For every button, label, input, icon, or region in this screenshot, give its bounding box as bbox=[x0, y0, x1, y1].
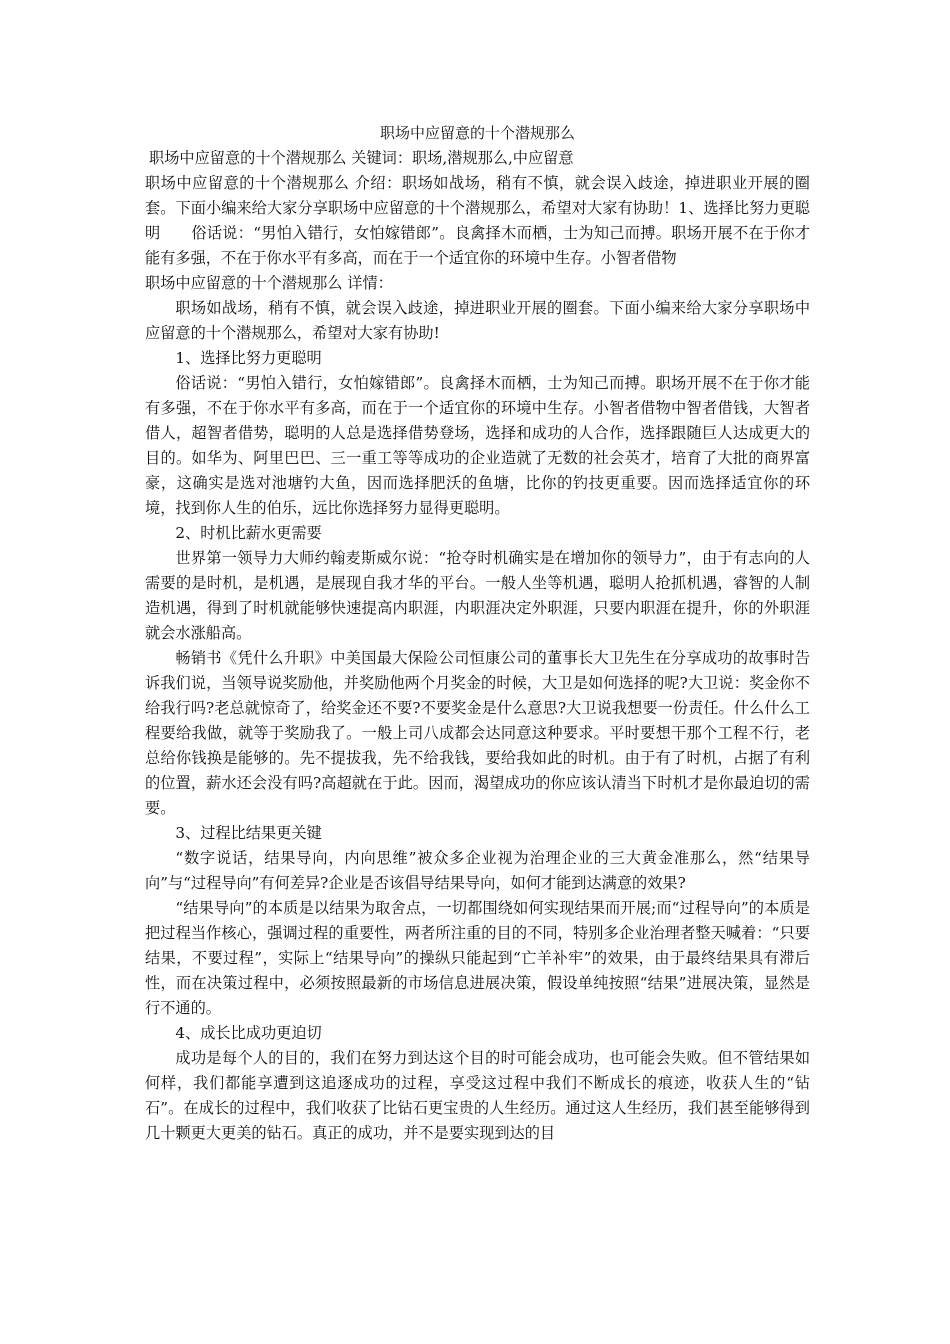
body-paragraph: 世界第一领导力大师约翰麦斯威尔说：“抢夺时机确实是在增加你的领导力”，由于有志向的人需要的是时机，是机遇，是展现自我才华的平台。一般人坐等机遇，聪明人抢抓机遇，睿智的人制造机遇，得到了时机就能够快速提高内职涯，内职涯决定外职涯，只要内职涯在提升，你的外职涯就会水涨船高。 bbox=[145, 549, 810, 642]
section-heading: 2、时机比薪水更需要 bbox=[175, 524, 322, 542]
document-page bbox=[145, 120, 810, 1146]
body-paragraph: 职场如战场，稍有不慎，就会误入歧途，掉进职业开展的圈套。下面小编来给大家分享职场中应留意的十个潜规那么，希望对大家有协助! bbox=[145, 299, 810, 342]
body-paragraph: “结果导向”的本质是以结果为取舍点，一切都围绕如何实现结果而开展;而“过程导向”的本质是把过程当作核心，强调过程的重要性，两者所注重的目的不同，特别多企业治理者整天喊着：“只要结果，不要过程”，实际上“结果导向”的操纵只能起到“亡羊补牢”的效果，由于最终结果具有滞后性，而在决策过程中，必须按照最新的市场信息进展决策，假设单纯按照“结果”进展决策，显然是行不通的。 bbox=[145, 899, 810, 1017]
body-paragraph: 成功是每个人的目的，我们在努力到达这个目的时可能会成功，也可能会失败。但不管结果如何样，我们都能享遭到这追逐成功的过程，享受这过程中我们不断成长的痕迹，收获人生的“钻石”。在成长的过程中，我们收获了比钻石更宝贵的人生经历。通过这人生经历，我们甚至能够得到几十颗更大更美的钻石。真正的成功，并不是要实现到达的目 bbox=[145, 1049, 810, 1142]
body-paragraph: “数字说话，结果导向，内向思维”被众多企业视为治理企业的三大黄金准那么，然“结果导向”与“过程导向”有何差异?企业是否该倡导结果导向，如何才能到达满意的效果? bbox=[145, 849, 810, 892]
intro-paragraph: 职场中应留意的十个潜规那么 介绍：职场如战场，稍有不慎，就会误入歧途，掉进职业开展的圈套。下面小编来给大家分享职场中应留意的十个潜规那么，希望对大家有协助！1、选择比努力更聪明 俗话说：“男怕入错行，女怕嫁错郎”。良禽择木而栖，士为知己而搏。职场开展不在于你才能有多强，不在于你水平有多高，而在于一个适宜你的环境中生存。小智者借物 bbox=[145, 174, 810, 267]
details-label: 职场中应留意的十个潜规那么 详情： bbox=[145, 274, 393, 292]
body-paragraph: 畅销书《凭什么升职》中美国最大保险公司恒康公司的董事长大卫先生在分享成功的故事时告诉我们说，当领导说奖励他，并奖励他两个月奖金的时候，大卫是如何选择的呢?大卫说：奖金你不给我行吗?老总就惊奇了，给奖金还不要?不要奖金是什么意思?大卫说我想要一份责任。什么什么工程要给我做，就等于奖励我了。一般上司八成都会达同意这种要求。平时要想干那个工程不行，老总给你钱换是能够的。先不提拔我，先不给我钱，要给我如此的时机。由于有了时机，占据了有利的位置，薪水还会没有吗?高超就在于此。因而，渴望成功的你应该认清当下时机才是你最迫切的需要。 bbox=[145, 649, 810, 817]
section-heading: 4、成长比成功更迫切 bbox=[175, 1024, 322, 1042]
body-paragraph: 俗话说：“男怕入错行，女怕嫁错郎”。良禽择木而栖，士为知己而搏。职场开展不在于你才能有多强，不在于你水平有多高，而在于一个适宜你的环境中生存。小智者借物中智者借钱，大智者借人，超智者借势，聪明的人总是选择借势登场，选择和成功的人合作，选择跟随巨人达成更大的目的。如华为、阿里巴巴、三一重工等等成功的企业造就了无数的社会英才，培育了大批的商界富豪，这确实是选对池塘钓大鱼，因而选择肥沃的鱼塘，比你的钓技更重要。因而选择适宜你的环境，找到你人生的伯乐，远比你选择努力显得更聪明。 bbox=[145, 374, 810, 517]
keywords-line: 职场中应留意的十个潜规那么 关键词：职场,潜规那么,中应留意 bbox=[149, 149, 574, 167]
document-title: 职场中应留意的十个潜规那么 bbox=[379, 124, 575, 142]
section-heading: 1、选择比努力更聪明 bbox=[175, 349, 322, 367]
section-heading: 3、过程比结果更关键 bbox=[175, 824, 322, 842]
